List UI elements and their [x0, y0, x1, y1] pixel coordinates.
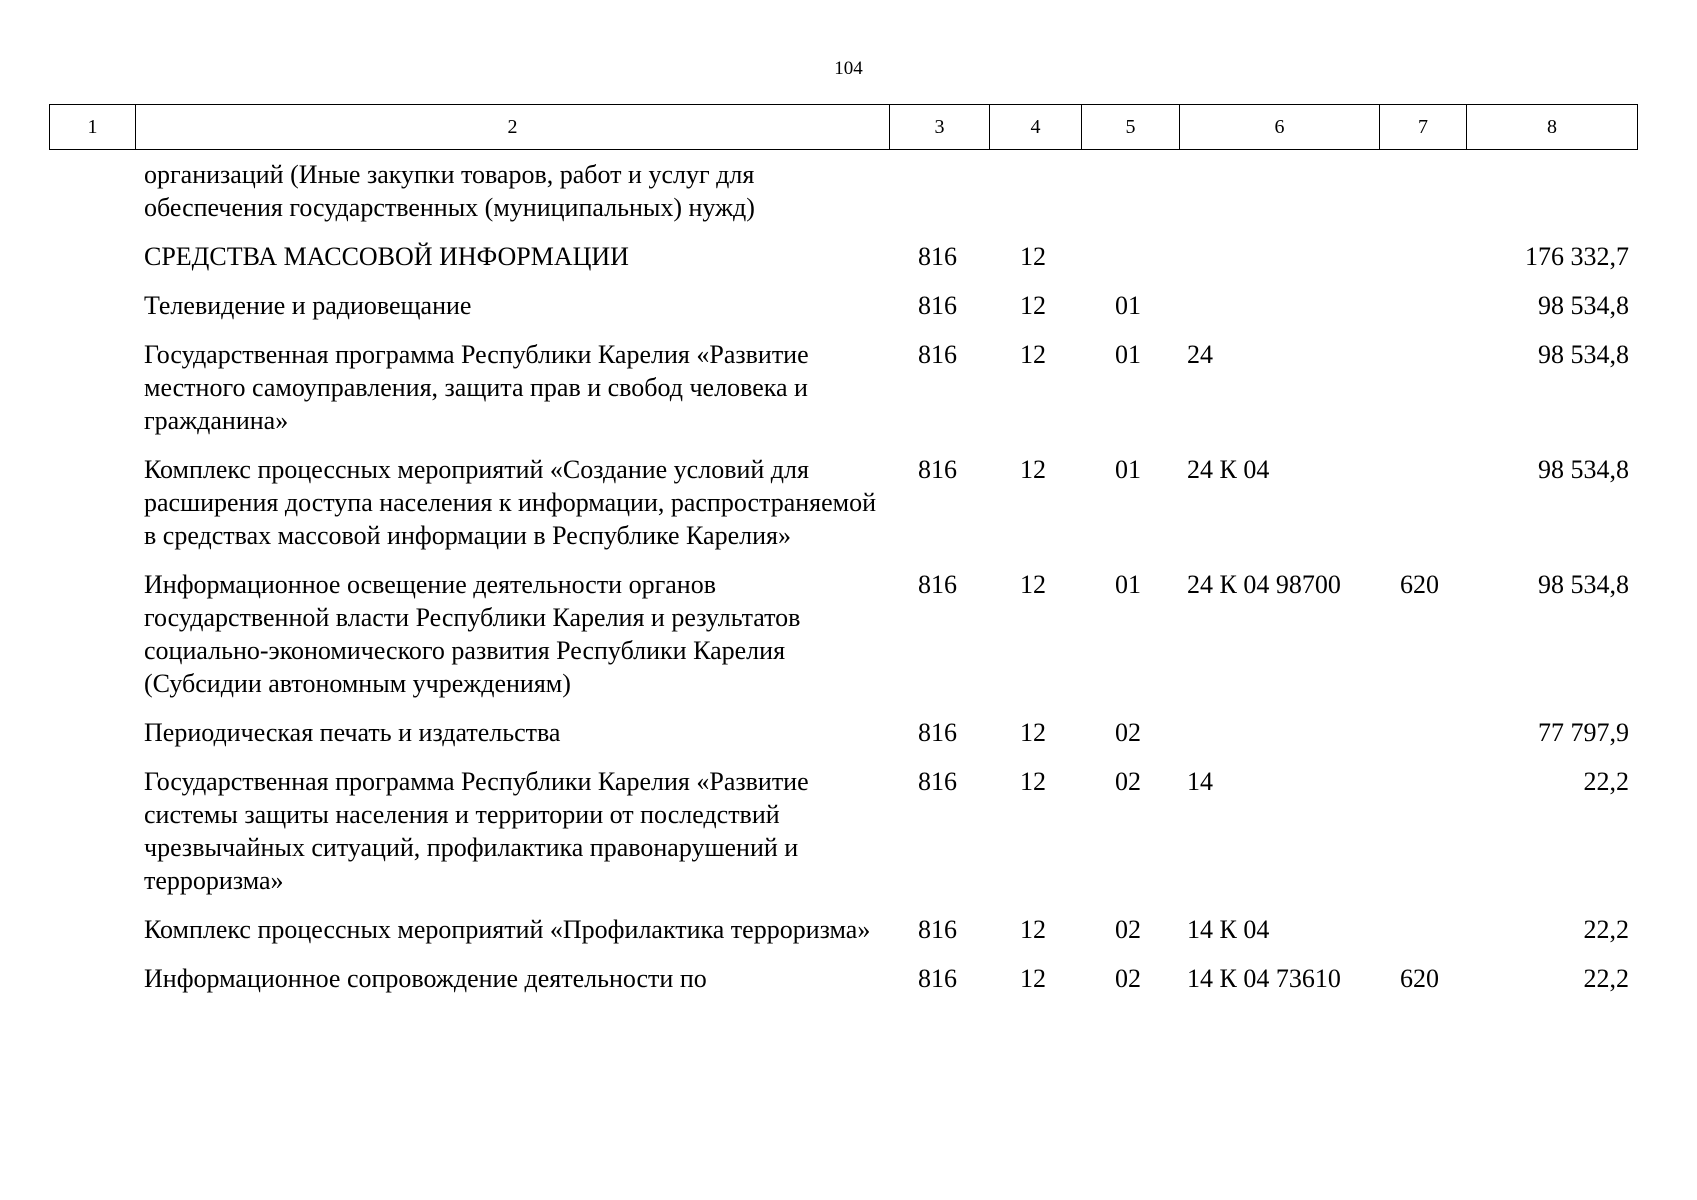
column-number-4: 4 [990, 105, 1082, 150]
cell-target-article-code [1179, 716, 1379, 765]
cell-section-code: 12 [1020, 964, 1046, 993]
cell-section-code [989, 158, 1081, 240]
cell-item-name: СРЕДСТВА МАССОВОЙ ИНФОРМАЦИИ [144, 242, 629, 271]
cell-expense-type-code [1379, 289, 1466, 338]
cell-expense-type-code [1379, 913, 1466, 962]
cell-row-number [49, 453, 135, 568]
cell-item-name: Государственная программа Республики Карелия «Развитие системы защиты населения и территории от последствий чрезвычайных ситуаций, профилактика правонарушений и терроризма» [144, 767, 809, 895]
column-number-row [50, 105, 1638, 150]
table-row [49, 240, 1637, 289]
cell-amount: 77 797,9 [1538, 718, 1629, 747]
cell-section-code: 12 [1020, 718, 1046, 747]
table-row [49, 338, 1637, 453]
cell-row-number [49, 158, 135, 240]
column-header-table [49, 104, 1638, 150]
cell-ministry-code: 816 [918, 570, 957, 599]
cell-item-name: Комплекс процессных мероприятий «Профилактика терроризма» [144, 915, 871, 944]
column-number-5: 5 [1082, 105, 1180, 150]
cell-section-code: 12 [1020, 455, 1046, 484]
cell-expense-type-code [1379, 453, 1466, 568]
cell-item-name: Комплекс процессных мероприятий «Создание условий для расширения доступа населения к информации, распространяемой в средствах массовой информации в Республике Карелия» [144, 455, 877, 550]
cell-item-name: Телевидение и радиовещание [144, 291, 472, 320]
cell-item-name: Информационное освещение деятельности органов государственной власти Республики Карелия и результатов социально-экономического развития Республики Карелия (Субсидии автономным учреждениям) [144, 570, 801, 698]
cell-subsection-code: 02 [1115, 964, 1141, 993]
table-row [49, 962, 1637, 1011]
cell-expense-type-code [1379, 158, 1466, 240]
cell-ministry-code: 816 [918, 455, 957, 484]
cell-section-code: 12 [1020, 570, 1046, 599]
cell-target-article-code: 24 [1187, 340, 1213, 369]
cell-section-code: 12 [1020, 291, 1046, 320]
cell-item-name: организаций (Иные закупки товаров, работ и услуг для обеспечения государственных (муниципальных) нужд) [144, 160, 755, 222]
cell-target-article-code: 24 К 04 [1187, 455, 1270, 484]
cell-amount [1466, 158, 1637, 240]
cell-subsection-code: 01 [1115, 291, 1141, 320]
cell-expense-type-code [1379, 716, 1466, 765]
table-row [49, 716, 1637, 765]
cell-expense-type-code [1379, 338, 1466, 453]
cell-row-number [49, 716, 135, 765]
column-number-6: 6 [1180, 105, 1380, 150]
table-row [49, 765, 1637, 913]
cell-amount: 22,2 [1583, 915, 1629, 944]
cell-row-number [49, 765, 135, 913]
budget-table-body [49, 158, 1637, 1011]
cell-section-code: 12 [1020, 340, 1046, 369]
cell-target-article-code [1179, 289, 1379, 338]
cell-ministry-code: 816 [918, 767, 957, 796]
cell-row-number [49, 568, 135, 716]
cell-expense-type-code: 620 [1400, 964, 1439, 993]
cell-ministry-code: 816 [918, 915, 957, 944]
cell-expense-type-code [1379, 240, 1466, 289]
cell-ministry-code: 816 [918, 340, 957, 369]
cell-item-name: Информационное сопровождение деятельности по [144, 964, 707, 993]
column-number-1: 1 [50, 105, 136, 150]
cell-target-article-code: 14 К 04 73610 [1187, 964, 1341, 993]
cell-expense-type-code: 620 [1400, 570, 1439, 599]
cell-target-article-code: 24 К 04 98700 [1187, 570, 1341, 599]
cell-section-code: 12 [1020, 242, 1046, 271]
cell-amount: 98 534,8 [1538, 570, 1629, 599]
column-number-8: 8 [1467, 105, 1638, 150]
cell-expense-type-code [1379, 765, 1466, 913]
column-number-2: 2 [136, 105, 890, 150]
budget-table [49, 158, 1637, 1011]
cell-row-number [49, 240, 135, 289]
cell-subsection-code: 01 [1115, 570, 1141, 599]
cell-subsection-code: 02 [1115, 915, 1141, 944]
cell-row-number [49, 913, 135, 962]
cell-row-number [49, 962, 135, 1011]
cell-amount: 98 534,8 [1538, 455, 1629, 484]
cell-ministry-code: 816 [918, 291, 957, 320]
page-number: 104 [834, 58, 863, 79]
cell-target-article-code: 14 К 04 [1187, 915, 1270, 944]
column-number-7: 7 [1380, 105, 1467, 150]
column-number-3: 3 [890, 105, 990, 150]
cell-item-name: Периодическая печать и издательства [144, 718, 561, 747]
cell-section-code: 12 [1020, 915, 1046, 944]
cell-subsection-code: 01 [1115, 340, 1141, 369]
cell-target-article-code: 14 [1187, 767, 1213, 796]
table-row [49, 568, 1637, 716]
cell-ministry-code [889, 158, 989, 240]
cell-subsection-code [1081, 240, 1179, 289]
table-row [49, 158, 1637, 240]
cell-subsection-code [1081, 158, 1179, 240]
cell-subsection-code: 02 [1115, 767, 1141, 796]
cell-amount: 176 332,7 [1525, 242, 1629, 271]
cell-ministry-code: 816 [918, 718, 957, 747]
cell-item-name: Государственная программа Республики Карелия «Развитие местного самоуправления, защита прав и свобод человека и гражданина» [144, 340, 809, 435]
cell-row-number [49, 289, 135, 338]
cell-amount: 22,2 [1583, 964, 1629, 993]
cell-section-code: 12 [1020, 767, 1046, 796]
cell-subsection-code: 02 [1115, 718, 1141, 747]
cell-row-number [49, 338, 135, 453]
cell-amount: 98 534,8 [1538, 291, 1629, 320]
cell-target-article-code [1179, 240, 1379, 289]
cell-subsection-code: 01 [1115, 455, 1141, 484]
table-row [49, 913, 1637, 962]
cell-amount: 22,2 [1583, 767, 1629, 796]
table-row [49, 453, 1637, 568]
cell-ministry-code: 816 [918, 964, 957, 993]
cell-target-article-code [1179, 158, 1379, 240]
cell-amount: 98 534,8 [1538, 340, 1629, 369]
cell-ministry-code: 816 [918, 242, 957, 271]
table-row [49, 289, 1637, 338]
